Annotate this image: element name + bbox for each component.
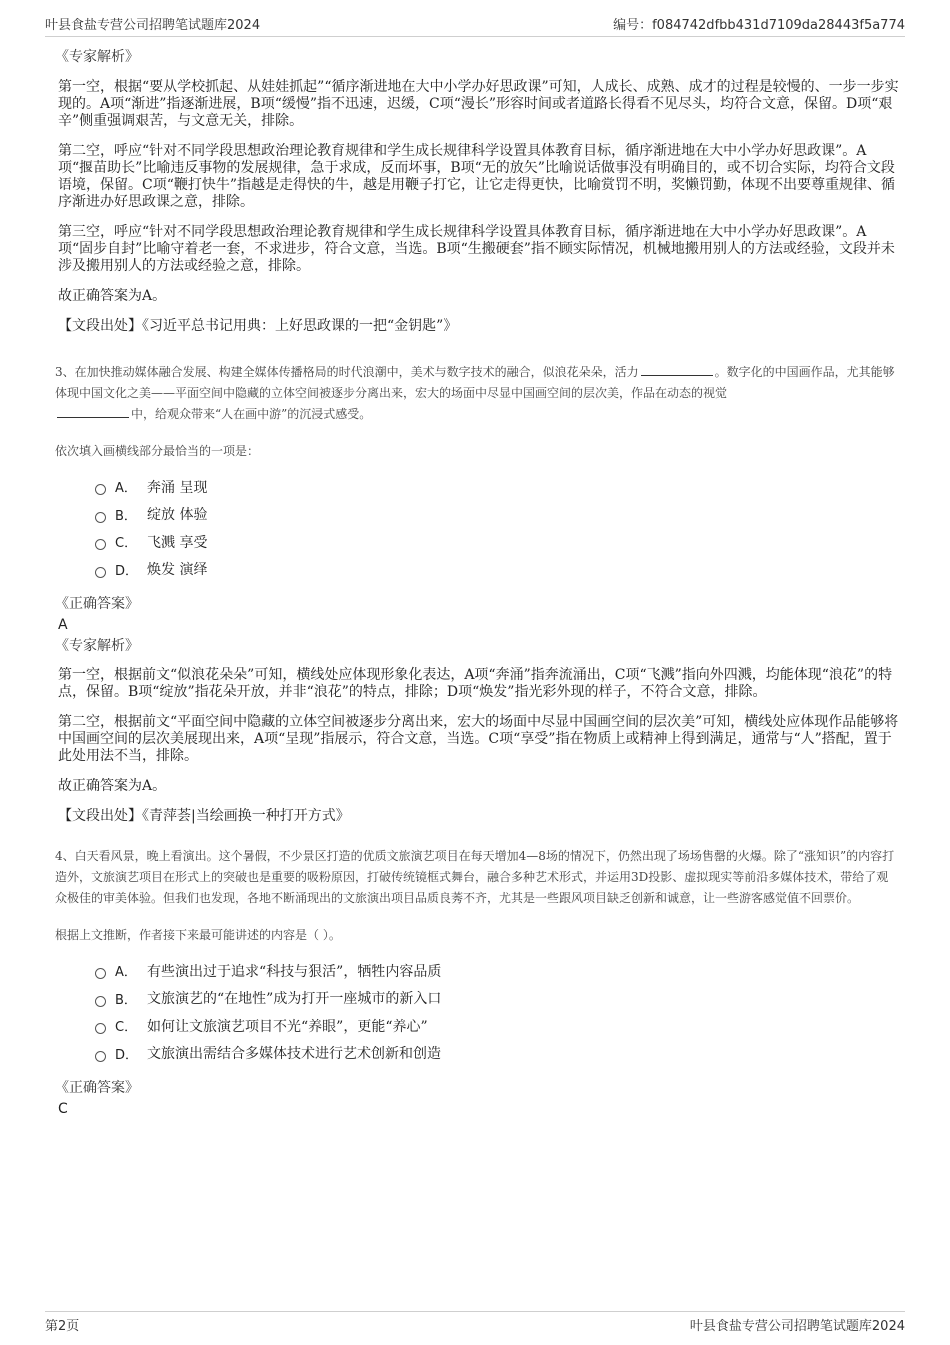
radio-button[interactable] — [95, 1051, 106, 1062]
option-d[interactable]: D． 文旅演出需结合多媒体技术进行艺术创新和创造 — [95, 1040, 900, 1068]
analysis-paragraph: 第三空，呼应“针对不同学段思想政治理论教育规律和学生成长规律科学设置具体教育目标，循序渐进地在大中小学办好思政课”。A项“固步自封”比喻守着老一套，不求进步，符合文意，当选。B项“生搬硬套”指不顾实际情况，机械地搬用别人的方法或经验，文段并未涉及搬用别人的方法或经验之意，排除。 — [58, 224, 895, 274]
fill-blank — [641, 363, 713, 376]
answer-value: C — [58, 1101, 68, 1117]
radio-button[interactable] — [95, 1023, 106, 1034]
radio-button[interactable] — [95, 996, 106, 1007]
option-a[interactable]: A． 有些演出过于追求“科技与狠活”，牺牲内容品质 — [95, 957, 900, 985]
question-4-options — [95, 957, 900, 1067]
question-4-text: 4、白天看风景，晚上看演出。这个暑假，不少景区打造的优质文旅演艺项目在每天增加4—8场的情况下，仍然出现了场场售罄的火爆。除了“涨知识”的内容打造外，文旅演艺项目在形式上的突破也是重要的吸粉原因，打破传统镜框式舞台，融合多种艺术形式，并运用3D投影、虚拟现实等前沿多媒体技术，带给了观众极佳的审美体验。但我们也发现，各地不断涌现出的文旅演出项目品质良莠不齐，尤其是一些跟风项目缺乏创新和诚意，让一些游客感觉值不回票价。 — [55, 849, 895, 905]
question-3-text: 3、在加快推动媒体融合发展、构建全媒体传播格局的时代浪潮中，美术与数字技术的融合，似浪花朵朵，活力 。数字化的中国画作品，尤其能够体现中国文化之美——平面空间中隐藏的立体空间被逐步分离出来，宏大的场面中尽显中国画空间的层次美，作品在动态的视觉 中，给观众带来“人在画中游”的沉浸式感受。 — [55, 365, 895, 421]
page-content — [55, 46, 900, 1119]
fill-blank — [57, 405, 129, 418]
option-c[interactable]: C． 飞溅 享受 — [95, 528, 900, 556]
header-code: 编号：f084742dfbb431d7109da28443f5a774 — [613, 18, 905, 33]
analysis-label: 《专家解析》 — [55, 49, 139, 65]
radio-button[interactable] — [95, 484, 106, 495]
option-b[interactable]: B． 文旅演艺的“在地性”成为打开一座城市的新入口 — [95, 985, 900, 1013]
radio-button[interactable] — [95, 968, 106, 979]
footer-title: 叶县食盐专营公司招聘笔试题库2024 — [689, 1319, 905, 1334]
page-header — [45, 14, 905, 37]
analysis-conclusion: 故正确答案为A。 — [58, 778, 167, 794]
answer-label: 《正确答案》 — [55, 596, 139, 612]
analysis-paragraph: 第一空，根据“要从学校抓起、从娃娃抓起”“循序渐进地在大中小学办好思政课”可知，人成长、成熟、成才的过程是较慢的、一步一步实现的。A项“渐进”指逐渐进展，B项“缓慢”指不迅速，迟缓，C项“漫长”形容时间或者道路长得看不见尽头，均符合文意，保留。D项“艰辛”侧重强调艰苦，与文意无关，排除。 — [58, 79, 899, 129]
radio-button[interactable] — [95, 512, 106, 523]
source-citation: 【文段出处】《习近平总书记用典：上好思政课的一把“金钥匙”》 — [58, 318, 458, 334]
option-d[interactable]: D． 焕发 演绎 — [95, 556, 900, 584]
header-title: 叶县食盐专营公司招聘笔试题库2024 — [45, 18, 261, 33]
analysis-paragraph: 第一空，根据前文“似浪花朵朵”可知，横线处应体现形象化表达，A项“奔涌”指奔流涌出，C项“飞溅”指向外四溅，均能体现“浪花”的特点，保留。B项“绽放”指花朵开放，并非“浪花”的特点，排除；D项“焕发”指光彩外现的样子，不符合文意，排除。 — [58, 667, 893, 700]
question-3-prompt: 依次填入画横线部分最恰当的一项是： — [55, 444, 260, 458]
analysis-paragraph: 第二空，根据前文“平面空间中隐藏的立体空间被逐步分离出来，宏大的场面中尽显中国画空间的层次美”可知，横线处应体现作品能够将中国画空间的层次美展现出来，A项“呈现”指展示，符合文意，当选。C项“享受”指在物质上或精神上得到满足，通常与“人”搭配，置于此处用法不当，排除。 — [58, 714, 899, 764]
analysis-paragraph: 第二空，呼应“针对不同学段思想政治理论教育规律和学生成长规律科学设置具体教育目标，循序渐进地在大中小学办好思政课”。A项“揠苗助长”比喻违反事物的发展规律，急于求成，反而坏事，B项“无的放矢”比喻说话做事没有明确目的，或不切合实际，均符合文段语境，保留。C项“鞭打快牛”指越是走得快的牛，越是用鞭子打它，让它走得更快，比喻赏罚不明，奖懒罚勤，体现不出要尊重规律、循序渐进办好思政课之意，排除。 — [58, 143, 896, 210]
source-citation: 【文段出处】《青萍荟|当绘画换一种打开方式》 — [58, 808, 350, 824]
page-number: 第2页 — [45, 1319, 80, 1334]
analysis-conclusion: 故正确答案为A。 — [58, 288, 167, 304]
option-c[interactable]: C． 如何让文旅演艺项目不光“养眼”，更能“养心” — [95, 1012, 900, 1040]
question-4-prompt: 根据上文推断，作者接下来最可能讲述的内容是（ ）。 — [55, 928, 341, 942]
option-a[interactable]: A． 奔涌 呈现 — [95, 473, 900, 501]
page-footer — [45, 1311, 905, 1334]
answer-value: A — [58, 617, 68, 633]
option-b[interactable]: B． 绽放 体验 — [95, 501, 900, 529]
analysis-label: 《专家解析》 — [55, 638, 139, 654]
answer-label: 《正确答案》 — [55, 1080, 139, 1096]
radio-button[interactable] — [95, 539, 106, 550]
radio-button[interactable] — [95, 567, 106, 578]
question-3-options — [95, 473, 900, 583]
